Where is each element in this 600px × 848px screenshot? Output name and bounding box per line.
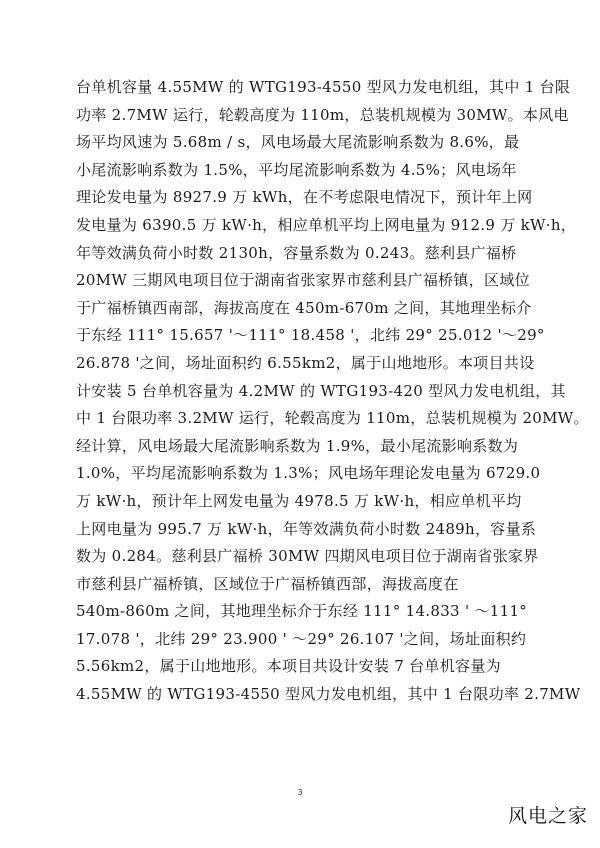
text-line: 于广福桥镇西南部，海拔高度在 450m-670m 之间，其地理坐标介 xyxy=(76,298,532,317)
text-line: 17.078 '，北纬 29° 23.900 ' ～29° 26.107 '之间，场址面积约 xyxy=(76,629,527,648)
watermark-text: 风电之家 xyxy=(507,805,588,827)
text-line: 数为 0.284。慈利县广福桥 30MW 四期风电项目位于湖南省张家界 xyxy=(76,547,539,566)
text-line: 5.56km2，属于山地地形。本项目共设计安装 7 台单机容量为 xyxy=(76,657,501,676)
text-line: 26.878 '之间，场址面积约 6.55km2，属于山地地形。本项目共设 xyxy=(76,353,535,372)
text-line: 理论发电量为 8927.9 万 kWh，在不考虑限电情况下，预计年上网 xyxy=(76,188,533,207)
text-line: 540m-860m 之间，其地理坐标介于东经 111° 14.833 ' ～111° xyxy=(76,602,528,621)
text-line: 市慈利县广福桥镇，区域位于广福桥镇西部，海拔高度在 xyxy=(76,574,459,593)
text-line: 万 kW·h，预计年上网发电量为 4978.5 万 kW·h，相应单机平均 xyxy=(76,491,522,510)
page-number: 3 xyxy=(297,788,303,797)
text-line: 发电量为 6390.5 万 kW·h，相应单机平均上网电量为 912.9 万 kW·h， xyxy=(76,215,577,234)
body-text xyxy=(76,74,589,709)
text-line: 20MW 三期风电项目位于湖南省张家界市慈利县广福桥镇，区域位 xyxy=(76,271,530,290)
text-line: 4.55MW 的 WTG193-4550 型风力发电机组，其中 1 台限功率 2.7MW xyxy=(76,685,581,704)
text-line: 计安装 5 台单机容量为 4.2MW 的 WTG193-420 型风力发电机组，其 xyxy=(76,381,566,400)
text-line: 年等效满负荷小时数 2130h，容量系数为 0.243。慈利县广福桥 xyxy=(76,243,517,262)
text-line: 功率 2.7MW 运行，轮毂高度为 110m，总装机规模为 30MW。本风电 xyxy=(76,105,569,124)
text-line: 场平均风速为 5.68m / s，风电场最大尾流影响系数为 8.6%，最 xyxy=(76,133,520,152)
text-line: 中 1 台限功率 3.2MW 运行，轮毂高度为 110m，总装机规模为 20MW。 xyxy=(76,409,589,428)
text-line: 小尾流影响系数为 1.5%，平均尾流影响系数为 4.5%；风电场年 xyxy=(76,160,517,179)
text-line: 1.0%，平均尾流影响系数为 1.3%；风电场年理论发电量为 6729.0 xyxy=(76,464,541,483)
text-line: 上网电量为 995.7 万 kW·h，年等效满负荷小时数 2489h，容量系 xyxy=(76,519,537,538)
text-line: 于东经 111° 15.657 '～111° 18.458 '，北纬 29° 25.012 '～29° xyxy=(76,326,545,345)
text-line: 台单机容量 4.55MW 的 WTG193-4550 型风力发电机组，其中 1 台限 xyxy=(76,78,571,96)
text-line: 经计算，风电场最大尾流影响系数为 1.9%，最小尾流影响系数为 xyxy=(76,436,519,455)
